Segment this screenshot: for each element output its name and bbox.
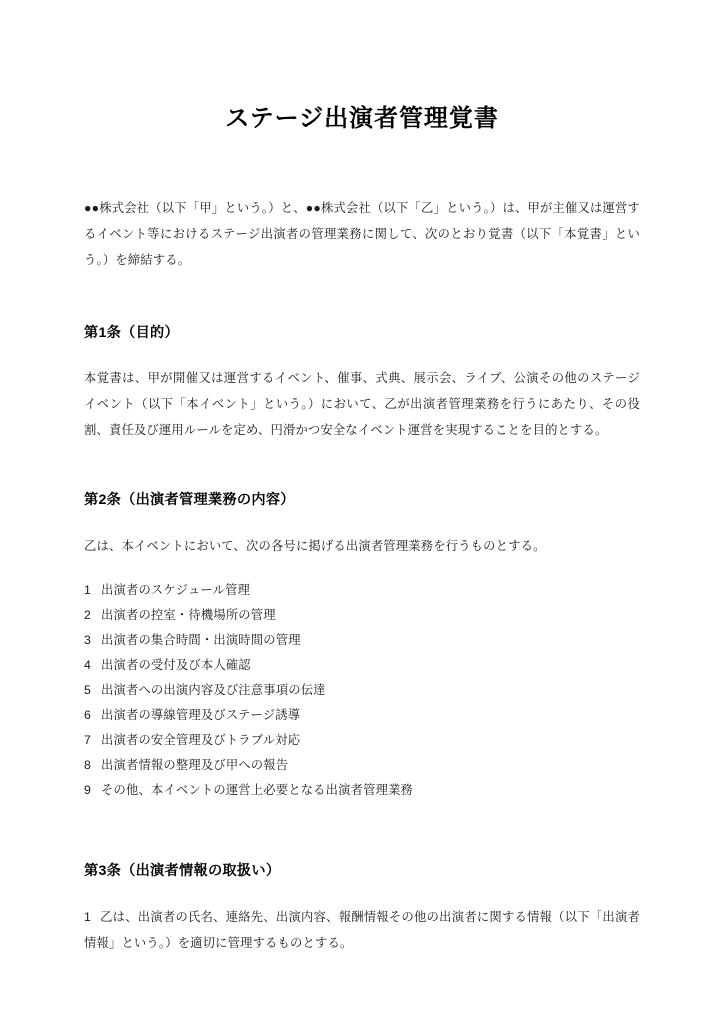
list-item-number: 1	[84, 582, 92, 597]
list-item-label: 出演者の導線管理及びステージ誘導	[101, 707, 301, 722]
section-heading-article-2: 第2条（出演者管理業務の内容）	[84, 491, 295, 508]
list-item-label: 出演者の控室・待機場所の管理	[101, 607, 276, 622]
list-item	[84, 777, 640, 802]
list-item	[84, 627, 640, 652]
section-paragraph-article-2: 乙は、本イベントにおいて、次の各号に掲げる出演者管理業務を行うものとする。	[84, 538, 546, 553]
list-item-label: 出演者のスケジュール管理	[101, 582, 251, 597]
clause-number: 1	[84, 910, 92, 925]
list-item-label: 出演者の集合時間・出演時間の管理	[101, 632, 301, 647]
list-item-number: 5	[84, 682, 92, 697]
list-item-number: 6	[84, 707, 92, 722]
section-article-2	[84, 489, 640, 803]
list-item	[84, 727, 640, 752]
section-body-article-1	[84, 366, 640, 443]
duties-list	[84, 577, 640, 802]
list-item	[84, 702, 640, 727]
section-paragraph-article-1: 本覚書は、甲が開催又は運営するイベント、催事、式典、展示会、ライブ、公演その他のステージイベント（以下「本イベント」という。）において、乙が出演者管理業務を行うにあたり、その役割、責任及び運用ルールを定め、円滑かつ安全なイベント運営を実現することを目的とする。	[84, 371, 640, 437]
section-article-1	[84, 322, 640, 444]
list-item	[84, 652, 640, 677]
list-item-number: 7	[84, 732, 92, 747]
section-heading-article-3: 第3条（出演者情報の取扱い）	[84, 863, 281, 880]
list-item-label: 出演者の受付及び本人確認	[101, 657, 251, 672]
section-body-article-2	[84, 534, 640, 560]
clause-paragraph	[84, 905, 640, 957]
section-heading-article-1: 第1条（目的）	[84, 324, 180, 341]
list-item-number: 4	[84, 657, 92, 672]
preamble-paragraph: ●●株式会社（以下「甲」という。）と、●●株式会社（以下「乙」という。）は、甲が主催又は運営するイベント等におけるステージ出演者の管理業務に関して、次のとおり覚書（以下「本覚書」という。）を締結する。	[84, 201, 640, 267]
list-item	[84, 752, 640, 777]
list-item-number: 9	[84, 782, 92, 797]
clause-text: 乙は、出演者の氏名、連絡先、出演内容、報酬情報その他の出演者に関する情報（以下「出演者情報」という。）を適切に管理するものとする。	[84, 910, 640, 950]
preamble-block	[84, 196, 640, 273]
list-item-label: 出演者への出演内容及び注意事項の伝達	[101, 682, 326, 697]
list-item-label: 出演者の安全管理及びトラブル対応	[101, 732, 301, 747]
page-title: ステージ出演者管理覚書	[225, 105, 499, 132]
list-item	[84, 677, 640, 702]
list-item-label: その他、本イベントの運営上必要となる出演者管理業務	[101, 782, 414, 797]
list-item-number: 2	[84, 607, 92, 622]
section-article-3	[84, 860, 640, 956]
list-item	[84, 602, 640, 627]
list-item	[84, 577, 640, 602]
list-item-label: 出演者情報の整理及び甲への報告	[101, 757, 289, 772]
section-body-article-3	[84, 905, 640, 957]
list-item-number: 8	[84, 757, 92, 772]
list-item-number: 3	[84, 632, 92, 647]
